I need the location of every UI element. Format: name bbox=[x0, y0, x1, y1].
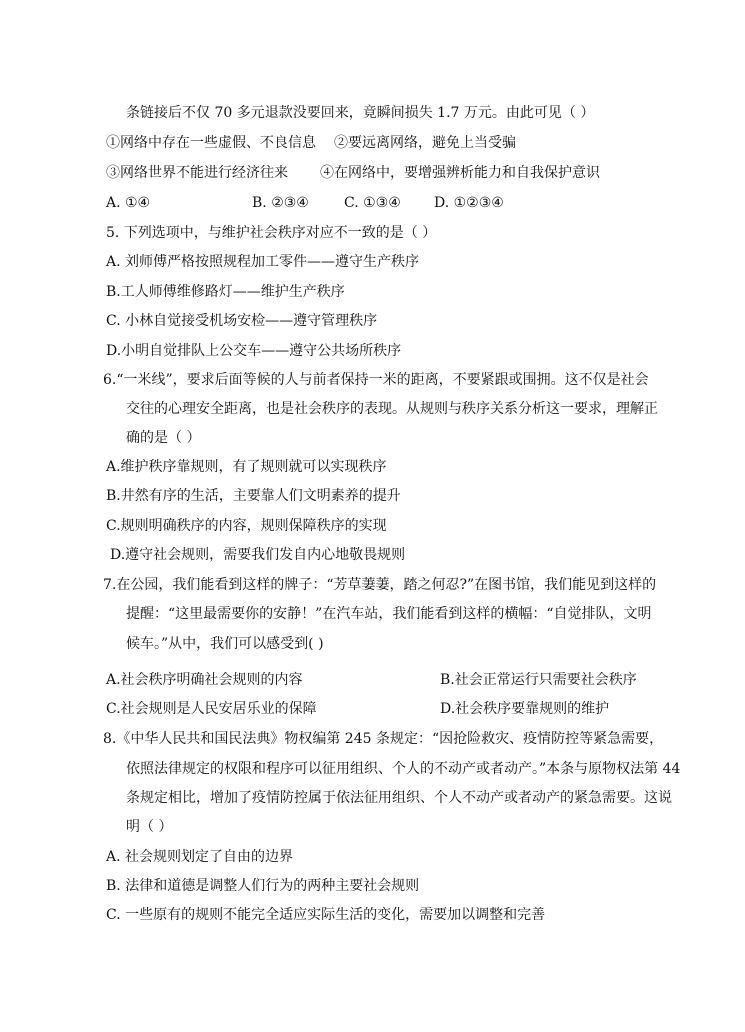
q8-option-b: B. 法律和道德是调整人们行为的两种主要社会规则 bbox=[106, 878, 420, 894]
q4-options bbox=[0, 193, 745, 213]
q4-stem: 条链接后不仅 70 多元退款没要回来，竟瞬间损失 1.7 万元。由此可见（ ） bbox=[126, 105, 595, 121]
q6-stem-line-2: 交往的心理安全距离，也是社会秩序的表现。从规则与秩序关系分析这一要求，理解正 bbox=[126, 401, 658, 417]
q6-stem-line-1: 6.“一米线”，要求后面等候的人与前者保持一米的距离，不要紧跟或围拥。这不仅是社会 bbox=[103, 372, 649, 388]
q8-stem-line-1: 8.《中华人民共和国民法典》物权编第 245 条规定：“因抢险救灾、疫情防控等紧急需要， bbox=[103, 731, 664, 747]
q4-statement-3: ③网络世界不能进行经济往来 bbox=[106, 165, 288, 181]
q8-stem-line-4: 明（ ） bbox=[126, 819, 173, 835]
q4-option-b: B. ②③④ bbox=[252, 195, 309, 211]
q7-options-row-1 bbox=[0, 670, 745, 690]
q5-option-a: A. 刘师傅严格按照规程加工零件——遵守生产秩序 bbox=[106, 254, 420, 270]
q4-option-c: C. ①③④ bbox=[344, 195, 401, 211]
q6-option-a: A.维护秩序靠规则，有了规则就可以实现秩序 bbox=[106, 459, 387, 475]
q6-stem-line-3: 确的是（ ） bbox=[126, 430, 201, 446]
q8-option-c: C. 一些原有的规则不能完全适应实际生活的变化，需要加以调整和完善 bbox=[106, 907, 546, 923]
q8-option-a: A. 社会规则划定了自由的边界 bbox=[106, 849, 294, 865]
q7-stem-line-1: 7.在公园，我们能看到这样的牌子：“芳草萋萋，踏之何忍?”在图书馆，我们能见到这样的 bbox=[103, 577, 657, 593]
q7-option-d: D.社会秩序要靠规则的维护 bbox=[440, 701, 610, 717]
q8-stem-line-3: 条规定相比，增加了疫情防控属于依法征用组织、个人不动产或者动产的紧急需要。这说 bbox=[126, 790, 672, 806]
q6-option-d: D.遵守社会规则，需要我们发自内心地敬畏规则 bbox=[110, 547, 406, 563]
q4-statement-2: ②要远离网络，避免上当受骗 bbox=[334, 135, 516, 151]
q4-option-a: A. ①④ bbox=[106, 195, 151, 211]
q4-statement-4: ④在网络中，要增强辨析能力和自我保护意识 bbox=[320, 165, 600, 181]
q7-stem-line-2: 提醒：“这里最需要你的安静！”在汽车站，我们能看到这样的横幅：“自觉排队，文明 bbox=[126, 606, 652, 622]
q6-option-b: B.井然有序的生活，主要靠人们文明素养的提升 bbox=[106, 488, 401, 504]
q5-stem: 5. 下列选项中，与维护社会秩序对应不一致的是（ ） bbox=[106, 225, 437, 241]
q4-statement-1: ①网络中存在一些虚假、不良信息 bbox=[106, 135, 316, 151]
q6-option-c: C.规则明确秩序的内容，规则保障秩序的实现 bbox=[106, 518, 387, 534]
q5-option-b: B.工人师傅维修路灯——维护生产秩序 bbox=[106, 284, 345, 300]
q8-stem-line-2: 依照法律规定的权限和程序可以征用组织、个人的不动产或者动产。”本条与原物权法第 44 bbox=[126, 761, 681, 777]
q7-option-b: B.社会正常运行只需要社会秩序 bbox=[440, 672, 637, 688]
q5-option-d: D.小明自觉排队上公交车——遵守公共场所秩序 bbox=[106, 343, 402, 359]
q7-option-c: C.社会规则是人民安居乐业的保障 bbox=[106, 701, 317, 717]
q4-option-d: D. ①②③④ bbox=[434, 195, 504, 211]
q5-option-c: C. 小林自觉接受机场安检——遵守管理秩序 bbox=[106, 313, 378, 329]
q7-option-a: A.社会秩序明确社会规则的内容 bbox=[106, 672, 303, 688]
q7-stem-line-3: 候车。”从中，我们可以感受到( ) bbox=[126, 636, 324, 652]
q7-options-row-2 bbox=[0, 699, 745, 719]
